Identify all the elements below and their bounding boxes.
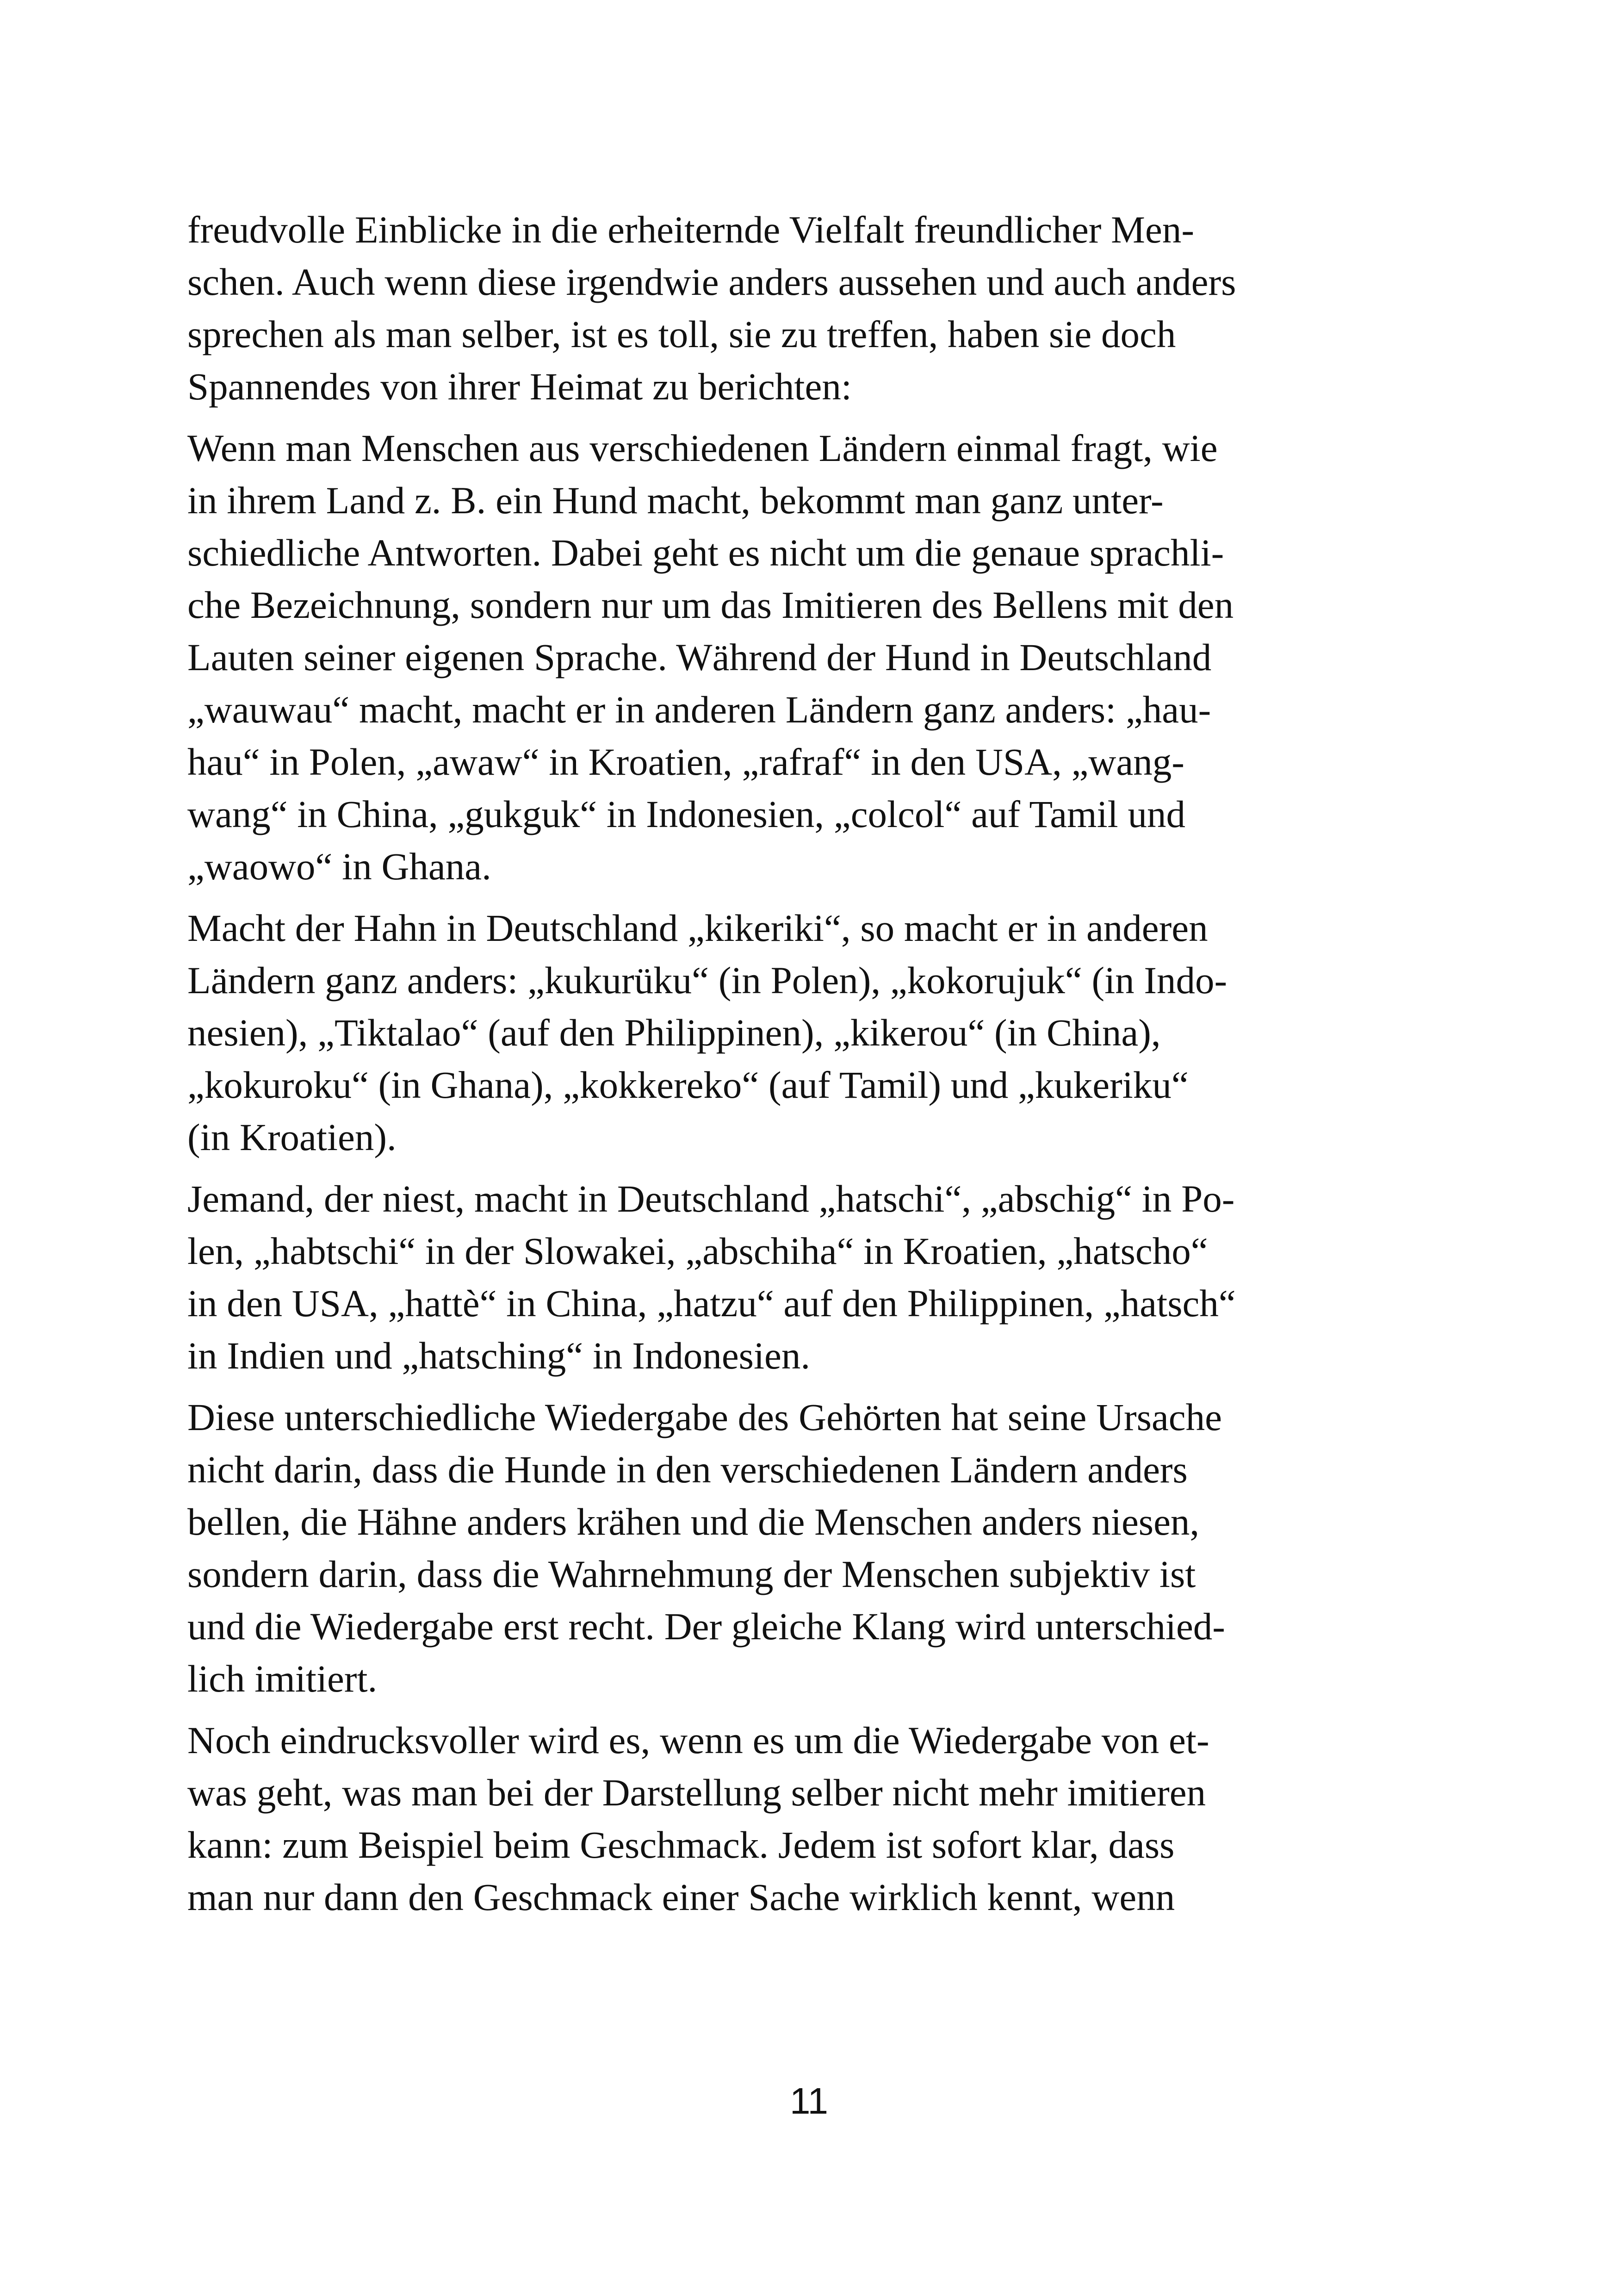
page-number: 11	[789, 2080, 829, 2122]
text-line: bellen, die Hähne anders krähen und die Menschen anders niesen,	[187, 1500, 1200, 1543]
text-line: freudvolle Einblicke in die erheiternde Vielfalt freundlicher Men-	[187, 208, 1194, 251]
text-line: wang“ in China, „gukguk“ in Indonesien, „colcol“ auf Tamil und	[187, 793, 1185, 835]
text-line: Ländern ganz anders: „kukurüku“ (in Polen), „kokorujuk“ (in Indo-	[187, 959, 1227, 1002]
text-line: schen. Auch wenn diese irgendwie anders aussehen und auch anders	[187, 261, 1236, 303]
text-line: man nur dann den Geschmack einer Sache wirklich kennt, wenn	[187, 1876, 1175, 1918]
text-line: lich imitiert.	[187, 1657, 378, 1700]
paragraph-6	[187, 1714, 1437, 1923]
text-line: schiedliche Antworten. Dabei geht es nicht um die genaue sprachli-	[187, 531, 1224, 574]
paragraph-3	[187, 902, 1437, 1164]
text-line: Noch eindrucksvoller wird es, wenn es um die Wiedergabe von et-	[187, 1719, 1209, 1761]
text-line: sondern darin, dass die Wahrnehmung der Menschen subjektiv ist	[187, 1553, 1196, 1595]
text-line: in ihrem Land z. B. ein Hund macht, bekommt man ganz unter-	[187, 479, 1164, 522]
text-line: Jemand, der niest, macht in Deutschland „hatschi“, „abschig“ in Po-	[187, 1177, 1235, 1220]
text-line: was geht, was man bei der Darstellung selber nicht mehr imitieren	[187, 1771, 1206, 1814]
body-text	[187, 204, 1437, 1933]
text-line: in den USA, „hattè“ in China, „hatzu“ auf den Philippinen, „hatsch“	[187, 1282, 1236, 1325]
text-line: in Indien und „hatsching“ in Indonesien.	[187, 1334, 811, 1377]
text-line: hau“ in Polen, „awaw“ in Kroatien, „rafraf“ in den USA, „wang-	[187, 740, 1184, 783]
text-line: nesien), „Tiktalao“ (auf den Philippinen), „kikerou“ (in China),	[187, 1011, 1161, 1054]
paragraph-1	[187, 204, 1437, 413]
text-line: che Bezeichnung, sondern nur um das Imitieren des Bellens mit den	[187, 584, 1234, 626]
text-line: „waowo“ in Ghana.	[187, 845, 491, 888]
paragraph-5	[187, 1391, 1437, 1705]
text-line: sprechen als man selber, ist es toll, sie zu treffen, haben sie doch	[187, 313, 1176, 355]
text-line: (in Kroatien).	[187, 1116, 397, 1158]
paragraph-4	[187, 1173, 1437, 1382]
paragraph-2	[187, 422, 1437, 893]
text-line: Macht der Hahn in Deutschland „kikeriki“, so macht er in anderen	[187, 907, 1208, 949]
text-line: Wenn man Menschen aus verschiedenen Ländern einmal fragt, wie	[187, 427, 1218, 469]
text-line: len, „habtschi“ in der Slowakei, „abschiha“ in Kroatien, „hatscho“	[187, 1230, 1208, 1272]
text-line: kann: zum Beispiel beim Geschmack. Jedem ist sofort klar, dass	[187, 1823, 1175, 1866]
text-line: Diese unterschiedliche Wiedergabe des Gehörten hat seine Ursache	[187, 1396, 1222, 1438]
text-line: „kokuroku“ (in Ghana), „kokkereko“ (auf Tamil) und „kukeriku“	[187, 1064, 1189, 1106]
text-line: „wauwau“ macht, macht er in anderen Ländern ganz anders: „hau-	[187, 688, 1211, 731]
text-line: Spannendes von ihrer Heimat zu berichten:	[187, 365, 852, 408]
text-line: nicht darin, dass die Hunde in den verschiedenen Ländern anders	[187, 1448, 1188, 1491]
text-line: und die Wiedergabe erst recht. Der gleiche Klang wird unterschied-	[187, 1605, 1225, 1648]
text-line: Lauten seiner eigenen Sprache. Während der Hund in Deutschland	[187, 636, 1212, 678]
